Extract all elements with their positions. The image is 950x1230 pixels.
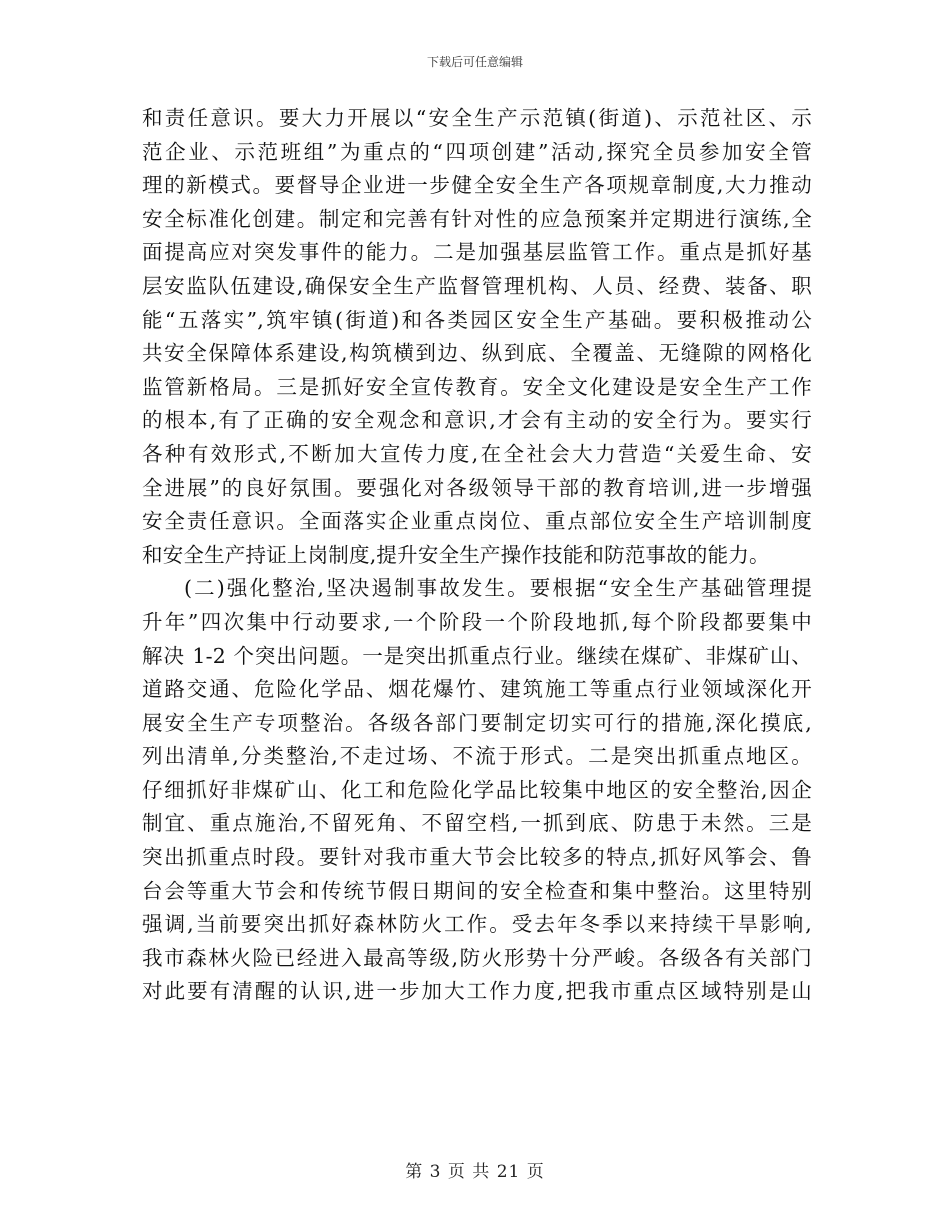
text-line: 列出清单,分类整治,不走过场、不流于形式。二是突出抓重点地区。 (142, 744, 812, 769)
text-line: 和安全生产持证上岗制度,提升安全生产操作技能和防范事故的能力。 (142, 542, 770, 567)
text-line: 我市森林火险已经进入最高等级,防火形势十分严峻。各级各有关部门 (142, 945, 812, 970)
text-line: 安全责任意识。全面落实企业重点岗位、重点部位安全生产培训制度 (142, 509, 812, 534)
text-line: 制宜、重点施治,不留死角、不留空档,一抓到底、防患于未然。三是 (142, 811, 812, 836)
text-line: 共安全保障体系建设,构筑横到边、纵到底、全覆盖、无缝隙的网格化 (142, 341, 812, 366)
text-line: 全进展”的良好氛围。要强化对各级领导干部的教育培训,进一步增强 (142, 475, 812, 500)
text-line: 层安监队伍建设,确保安全生产监督管理机构、人员、经费、装备、职 (142, 273, 812, 298)
text-line: 监管新格局。三是抓好安全宣传教育。安全文化建设是安全生产工作 (142, 374, 812, 399)
document-body (142, 102, 812, 1009)
text-line: 和责任意识。要大力开展以“安全生产示范镇(街道)、示范社区、示 (142, 106, 812, 130)
text-line: 台会等重大节会和传统节假日期间的安全检查和集中整治。这里特别 (142, 878, 812, 903)
text-line: 仔细抓好非煤矿山、化工和危险化学品比较集中地区的安全整治,因企 (142, 777, 812, 802)
section-heading-line: (二)强化整治,坚决遏制事故发生。要根据“安全生产基础管理提 (184, 576, 812, 601)
text-line: 范企业、示范班组”为重点的“四项创建”活动,探究全员参加安全管 (142, 139, 812, 164)
text-line: 升年”四次集中行动要求,一个阶段一个阶段地抓,每个阶段都要集中 (142, 609, 812, 634)
text-line: 强调,当前要突出抓好森林防火工作。受去年冬季以来持续干旱影响, (142, 912, 812, 937)
text-line: 面提高应对突发事件的能力。二是加强基层监管工作。重点是抓好基 (142, 240, 812, 265)
page-header-note: 下载后可任意编辑 (426, 55, 523, 69)
text-line: 各种有效形式,不断加大宣传力度,在全社会大力营造“关爱生命、安 (142, 441, 812, 466)
page-number-footer: 第 3 页 共 21 页 (405, 1162, 545, 1182)
text-line: 解决 1-2 个突出问题。一是突出抓重点行业。继续在煤矿、非煤矿山、 (142, 643, 812, 668)
text-line: 的根本,有了正确的安全观念和意识,才会有主动的安全行为。要实行 (142, 408, 812, 433)
text-line: 理的新模式。要督导企业进一步健全安全生产各项规章制度,大力推动 (142, 173, 812, 198)
text-line: 安全标准化创建。制定和完善有针对性的应急预案并定期进行演练,全 (142, 206, 812, 231)
text-line: 能“五落实”,筑牢镇(街道)和各类园区安全生产基础。要积极推动公 (142, 307, 812, 332)
text-line: 突出抓重点时段。要针对我市重大节会比较多的特点,抓好风筝会、鲁 (142, 845, 812, 870)
text-line: 道路交通、危险化学品、烟花爆竹、建筑施工等重点行业领域深化开 (142, 677, 812, 702)
text-line: 展安全生产专项整治。各级各部门要制定切实可行的措施,深化摸底, (142, 710, 812, 735)
text-line: 对此要有清醒的认识,进一步加大工作力度,把我市重点区域特别是山 (142, 979, 812, 1004)
